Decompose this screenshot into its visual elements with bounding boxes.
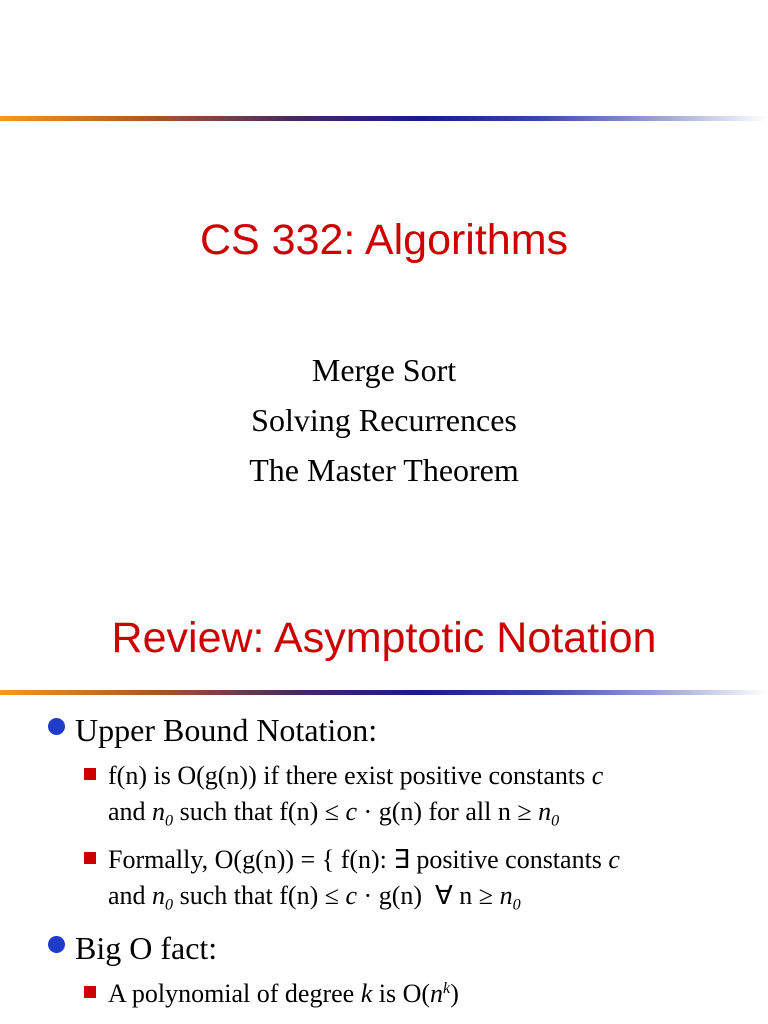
formal-n0-end-sub: 0 xyxy=(512,896,521,914)
formal-n0-end: n xyxy=(499,881,513,910)
bullet-square-icon xyxy=(84,986,96,998)
subtitle-master-theorem: The Master Theorem xyxy=(249,452,519,488)
def-n0-end-sub: 0 xyxy=(551,812,560,830)
def-and: and xyxy=(108,797,153,826)
poly-exp: k xyxy=(443,980,451,998)
big-o-formal-text xyxy=(108,842,748,914)
formal-tail: · g(n) ∀ n ≥ xyxy=(357,881,500,910)
review-gradient-divider xyxy=(0,690,768,695)
formal-mid: such that f(n) ≤ xyxy=(173,881,346,910)
def-line1: f(n) is O(g(n)) if there exist positive constants xyxy=(108,761,592,790)
bullet-big-o-fact xyxy=(48,930,217,966)
poly-text-b: is O( xyxy=(372,979,431,1008)
def-tail: · g(n) for all n ≥ xyxy=(357,797,539,826)
def-c2: c xyxy=(345,797,358,826)
def-n0-end: n xyxy=(538,797,552,826)
formal-and: and xyxy=(108,881,153,910)
bullet-dot-icon xyxy=(48,718,65,735)
sub-bullet-big-o-formal xyxy=(84,842,748,914)
big-o-definition-text xyxy=(108,758,748,830)
slide-title-review: Review: Asymptotic Notation xyxy=(111,614,657,662)
bullet-upper-bound xyxy=(48,712,377,748)
formal-c: c xyxy=(608,845,620,874)
formal-line1: Formally, O(g(n)) = { f(n): ∃ positive constants xyxy=(108,845,609,874)
def-n0-sub: 0 xyxy=(165,812,174,830)
formal-c2: c xyxy=(345,881,358,910)
def-mid: such that f(n) ≤ xyxy=(173,797,346,826)
bullet-big-o-fact-label: Big O fact: xyxy=(75,930,218,966)
polynomial-text xyxy=(108,976,748,1012)
formal-n0-sub: 0 xyxy=(165,896,174,914)
formal-n0: n xyxy=(152,881,166,910)
bullet-upper-bound-label: Upper Bound Notation: xyxy=(75,712,378,748)
sub-bullet-polynomial xyxy=(84,976,748,1012)
subtitle-merge-sort: Merge Sort xyxy=(311,352,457,388)
poly-n: n xyxy=(430,979,444,1008)
def-n0: n xyxy=(152,797,166,826)
poly-text-c: ) xyxy=(450,979,459,1008)
poly-text-a: A polynomial of degree xyxy=(108,979,361,1008)
bullet-dot-icon xyxy=(48,936,65,953)
bullet-square-icon xyxy=(84,852,96,864)
top-gradient-divider xyxy=(0,116,768,121)
def-c: c xyxy=(591,761,604,790)
bullet-square-icon xyxy=(84,768,96,780)
sub-bullet-big-o-definition xyxy=(84,758,748,830)
poly-k: k xyxy=(360,979,373,1008)
slide-title-cs332: CS 332: Algorithms xyxy=(199,216,569,264)
subtitle-solving-recurrences: Solving Recurrences xyxy=(251,402,517,438)
